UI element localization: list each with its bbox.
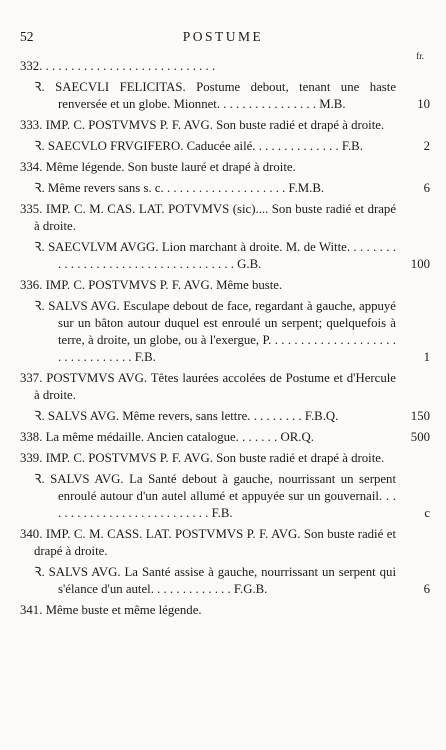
catalogue-entry <box>20 450 396 467</box>
entry-text: 340. IMP. C. M. CASS. LAT. POSTVMVS P. F. AVG. Son buste radié et drapé à droite. <box>20 527 396 558</box>
entry-text: Ꝛ. SALVS AVG. Même revers, sans lettre. . . . . . . . . F.B.Q. <box>34 409 339 423</box>
entry-text: Ꝛ. SAECVLI FELICITAS. Postume debout, tenant une haste renversée et un globe. Mionnet. . . . . . . . . . . . . . . . M.B. <box>34 80 396 111</box>
catalogue-entry <box>20 277 396 294</box>
reverse-entry <box>20 239 430 273</box>
reverse-entry <box>20 564 430 598</box>
entry-price: 2 <box>423 139 430 153</box>
entry-price: 6 <box>423 582 430 596</box>
catalogue-entry <box>20 602 396 619</box>
entry-text: Ꝛ. SALVS AVG. La Santé assise à gauche, nourrissant un serpent qui s'élance d'un autel. . . . . . . . . . . . . F.G.B. <box>34 565 396 596</box>
entry-price: 6 <box>423 181 430 195</box>
entry-text: Ꝛ. SALVS AVG. Esculape debout de face, regardant à gauche, appuyé sur un bâton autour duquel est enroulé un serpent; quelquefois à terre, à droite, un globe, ou à l'exergue, P. . . . . . . . . . . . . . . . . . . . . . . . . . . . . . . . F.B. <box>34 299 396 364</box>
entry-text: 336. IMP. C. POSTVMVS P. F. AVG. Même buste. <box>20 278 283 292</box>
reverse-entry <box>20 408 430 425</box>
page-header <box>20 28 426 61</box>
entry-text: 339. IMP. C. POSTVMVS P. F. AVG. Son buste radié et drapé à droite. <box>20 451 385 465</box>
catalogue-entry <box>20 201 396 235</box>
entry-text: 337. POSTVMVS AVG. Têtes laurées accolées de Postume et d'Hercule à droite. <box>20 371 396 402</box>
entry-text: Ꝛ. SAECVLVM AVGG. Lion marchant à droite. M. de Witte. . . . . . . . . . . . . . . . . . . . . . . . . . . . . . . . . . . . G.B. <box>34 240 396 271</box>
reverse-entry <box>20 79 430 113</box>
catalogue-entry <box>20 370 396 404</box>
catalogue-entry <box>20 58 396 75</box>
price-column-label: fr. <box>416 51 424 61</box>
entry-price: 500 <box>410 430 430 444</box>
running-title: POSTUME <box>182 29 264 44</box>
entry-price: 10 <box>417 97 430 111</box>
reverse-entry <box>20 138 430 155</box>
entry-text: 335. IMP. C. M. CAS. LAT. POTVMVS (sic).... Son buste radié et drapé à droite. <box>20 202 396 233</box>
entry-text: 333. IMP. C. POSTVMVS P. F. AVG. Son buste radié et drapé à droite. <box>20 118 385 132</box>
catalogue-entry <box>20 526 396 560</box>
catalogue-entry <box>20 159 396 176</box>
entry-price: c <box>424 506 430 520</box>
entry-text: 341. Même buste et même légende. <box>20 603 202 617</box>
reverse-entry <box>20 298 430 366</box>
catalogue-entry <box>20 117 396 134</box>
reverse-entry <box>20 180 430 197</box>
entry-price: 150 <box>410 409 430 423</box>
catalogue-body <box>20 58 430 623</box>
entry-text: 334. Même légende. Son buste lauré et drapé à droite. <box>20 160 296 174</box>
entry-text: 338. La même médaille. Ancien catalogue. . . . . . . OR.Q. <box>20 430 314 444</box>
entry-text: Ꝛ. SALVS AVG. La Santé debout à gauche, nourrissant un serpent enroulé autour d'un autel allumé et appuyée sur un gouvernail. . . . . . . . . . . . . . . . . . . . . . . . . . . F.B. <box>34 472 396 520</box>
entry-text: Ꝛ. Même revers sans s. c. . . . . . . . . . . . . . . . . . . . F.M.B. <box>34 181 325 195</box>
entry-text: Ꝛ. SAECVLO FRVGIFERO. Caducée ailé. . . . . . . . . . . . . . F.B. <box>34 139 363 153</box>
entry-price: 100 <box>410 257 430 271</box>
entry-price: 1 <box>423 350 430 364</box>
catalogue-entry <box>20 429 430 446</box>
page-number: 52 <box>20 29 34 44</box>
reverse-entry <box>20 471 430 522</box>
entry-text: 332. . . . . . . . . . . . . . . . . . . . . . . . . . . . <box>20 59 216 73</box>
